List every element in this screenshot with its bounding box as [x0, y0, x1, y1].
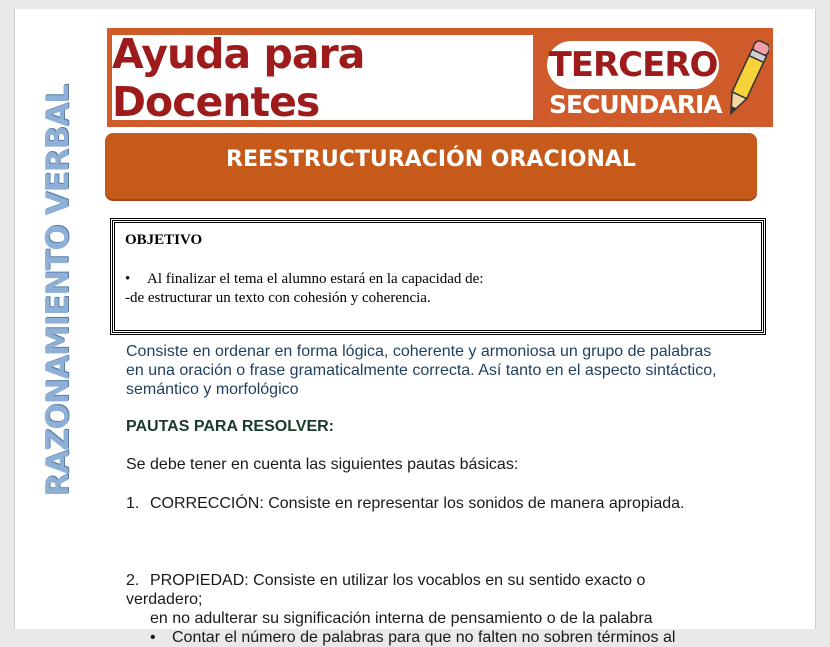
- grade-box: [539, 35, 768, 120]
- side-title-text: RAZONAMIENTO VERBAL: [40, 85, 76, 497]
- section-title: REESTRUCTURACIÓN ORACIONAL: [226, 147, 636, 172]
- list-item-text: CORRECCIÓN: Consiste en representar los sonidos de manera apropiada.: [150, 495, 685, 512]
- list-item-bullet: [126, 628, 726, 647]
- objective-line: -de estructurar un texto con cohesión y coherencia.: [125, 290, 431, 306]
- intro-paragraph: Consiste en ordenar en forma lógica, coherente y armoniosa un grupo de palabras en una oración o frase gramaticalmente correcta. Así tanto en el aspecto sintáctico, semántico y morfológico: [126, 343, 717, 398]
- brand-box: [112, 29, 533, 126]
- list-item-number: 1.: [126, 495, 140, 512]
- objective-box: [112, 220, 764, 333]
- objective-title: OBJETIVO: [125, 232, 203, 248]
- grade-text: TERCERO: [548, 45, 718, 85]
- subheading: Se debe tener en cuenta las siguientes pautas básicas:: [126, 456, 519, 473]
- objective-bullet: [125, 271, 753, 288]
- list-item-bullet-text: Contar el número de palabras para que no falten no sobren términos al: [172, 629, 676, 646]
- side-title: [32, 85, 84, 497]
- list-item-text: PROPIEDAD: Consiste en utilizar los vocablos en su sentido exacto o verdadero;: [126, 572, 646, 608]
- pencil-icon: [725, 35, 769, 123]
- section-title-bar: [105, 133, 757, 199]
- brand-title: Ayuda para Docentes: [112, 29, 365, 126]
- bullet-icon: •: [125, 271, 131, 287]
- list-item-continuation: en no adulterar su significación interna de pensamiento o de la palabra: [150, 610, 653, 627]
- list-item: [126, 494, 726, 513]
- list-item: [126, 571, 726, 647]
- objective-bullet-text: Al finalizar el tema el alumno estará en la capacidad de:: [147, 271, 484, 287]
- bullet-icon: •: [150, 629, 156, 646]
- section-heading: PAUTAS PARA RESOLVER:: [126, 418, 335, 435]
- level-text: SECUNDARIA: [549, 90, 722, 119]
- header-banner: [107, 28, 773, 127]
- list-item-number: 2.: [126, 572, 140, 589]
- grade-pill: [547, 41, 719, 89]
